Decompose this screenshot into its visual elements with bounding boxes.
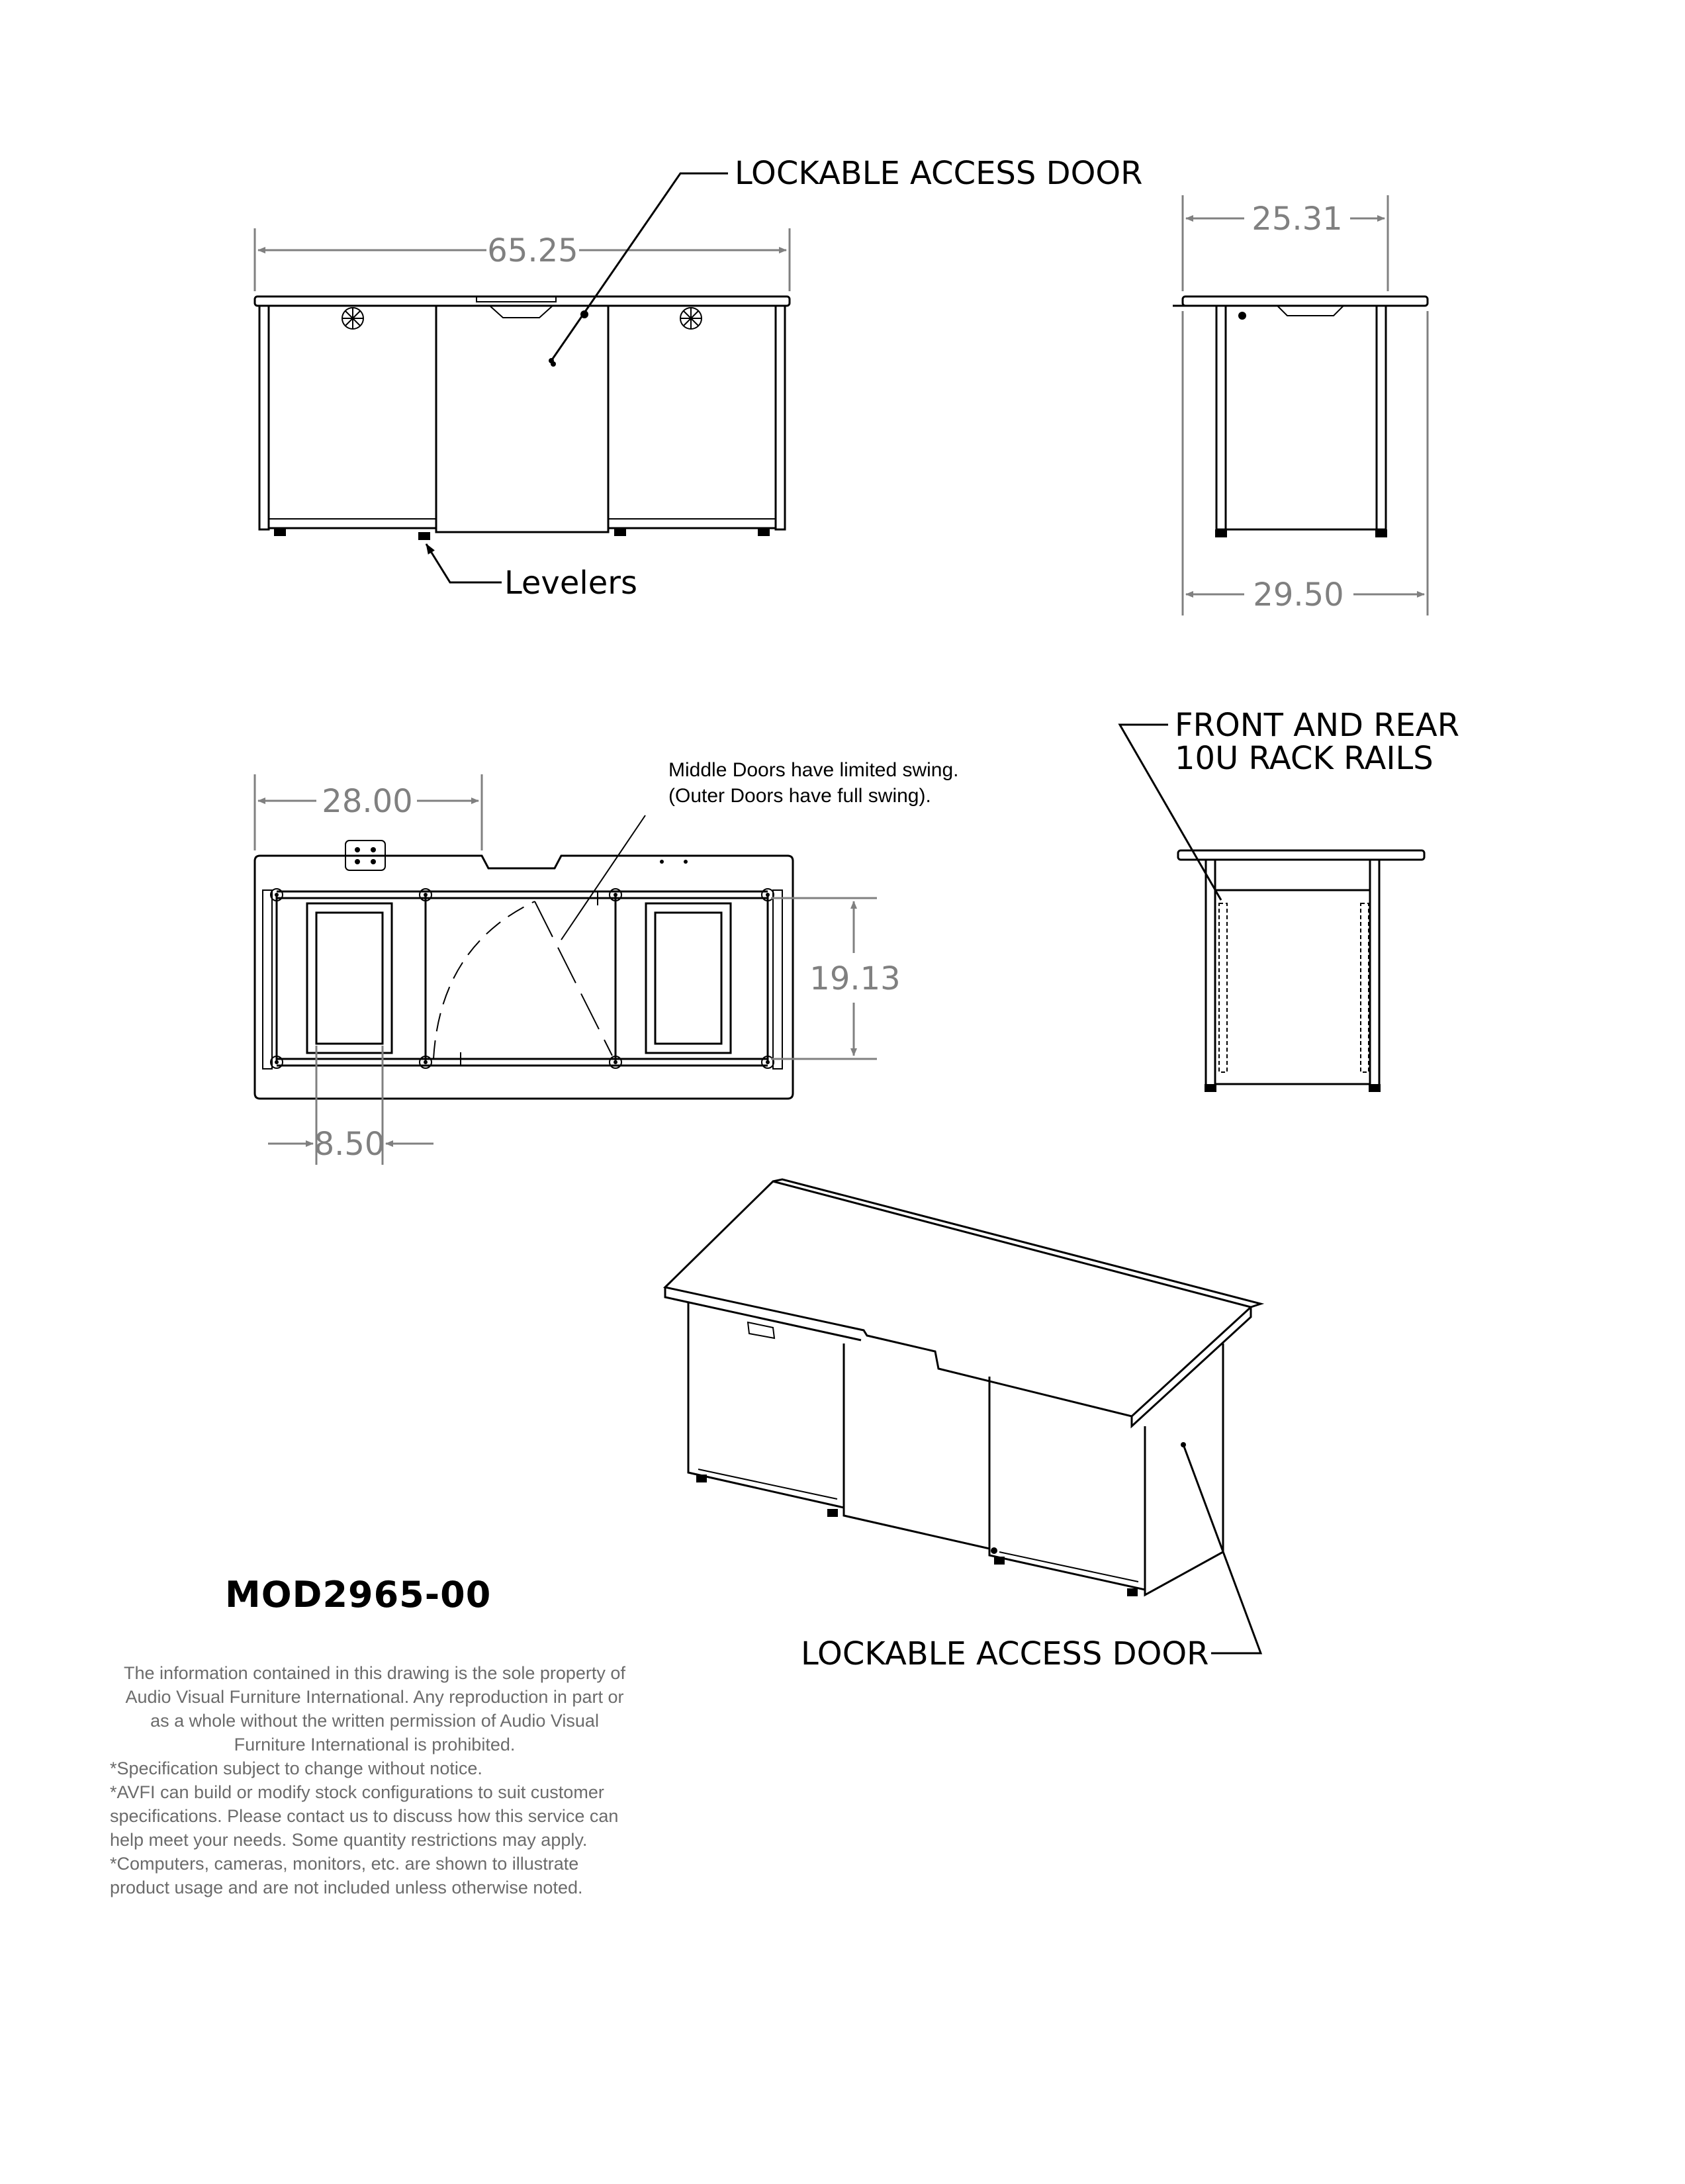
grommet-icon (342, 308, 363, 329)
rear-rack-rail (1361, 903, 1369, 1072)
plan-door-swing-line (535, 901, 612, 1056)
iso-left-door (688, 1302, 844, 1508)
disclaimer-note: specifications. Please contact us to discuss how this service can (110, 1806, 619, 1826)
front-left-door (269, 306, 436, 528)
side-countertop (1183, 296, 1428, 306)
disclaimer-note: *Computers, cameras, monitors, etc. are shown to illustrate (110, 1854, 579, 1874)
front-right-door (608, 306, 776, 528)
plan-left-rack-opening (316, 913, 383, 1044)
rack-rail-section-view (1120, 707, 1459, 1092)
side-access-handle (1277, 306, 1343, 316)
iso-grommet-plate (748, 1322, 774, 1338)
leveler-foot (758, 528, 770, 536)
dim-overall-width: 65.25 (487, 232, 578, 269)
isometric-view (665, 1179, 1261, 1672)
disclaimer-note: *Specification subject to change without notice. (110, 1758, 482, 1778)
leveler-foot (1375, 529, 1387, 537)
leveler-foot (614, 528, 626, 536)
leveler-foot (274, 528, 286, 536)
front-rack-rail (1219, 903, 1227, 1072)
side-rear-leg (1377, 306, 1386, 529)
plan-view (255, 759, 959, 1165)
callout-rack-rails-line2: 10U RACK RAILS (1175, 740, 1434, 777)
swing-note-line1: Middle Doors have limited swing. (668, 759, 959, 781)
side-lock-icon (1238, 312, 1246, 320)
iso-base-rail (999, 1552, 1138, 1582)
front-middle-door (436, 306, 608, 532)
leveler-foot (696, 1475, 707, 1482)
leveler-foot (1205, 1084, 1216, 1092)
plan-right-rack-opening (655, 913, 721, 1044)
callout-lockable-access-door-iso: LOCKABLE ACCESS DOOR (801, 1635, 1209, 1672)
callout-rack-rails-line1: FRONT AND REAR (1175, 707, 1460, 744)
front-access-handle (490, 306, 553, 318)
plan-caster-icons (271, 889, 774, 1068)
front-right-leg (776, 306, 785, 529)
swing-note-leader (561, 815, 645, 940)
disclaimer-line: Furniture International is prohibited. (234, 1735, 516, 1754)
side-elevation-view (1173, 195, 1428, 615)
plan-right-side-panel (773, 890, 782, 1069)
iso-side-panel (1145, 1343, 1223, 1595)
leveler-foot (1127, 1588, 1138, 1596)
dim-plan-bay-width: 8.50 (314, 1126, 385, 1163)
callout-dot (549, 358, 554, 363)
iso-middle-door (844, 1343, 989, 1549)
iso-countertop-top (665, 1181, 1251, 1416)
leveler-foot (1215, 529, 1227, 537)
disclaimer-line: The information contained in this drawing is the sole property of (124, 1663, 625, 1683)
callout-lockable-access-door: LOCKABLE ACCESS DOOR (735, 155, 1143, 192)
plan-right-rack-bay (646, 903, 731, 1053)
leveler-foot (827, 1509, 838, 1517)
disclaimer-note: *AVFI can build or modify stock configurations to suit customer (110, 1782, 604, 1802)
disclaimer-note: help meet your needs. Some quantity restrictions may apply. (110, 1830, 588, 1850)
swing-note-line2: (Outer Doors have full swing). (668, 785, 931, 807)
front-left-leg (259, 306, 269, 529)
side-front-leg (1216, 306, 1226, 529)
dim-side-top-depth: 25.31 (1252, 201, 1343, 238)
plan-left-side-panel (263, 890, 272, 1069)
iso-countertop-back (773, 1179, 1261, 1307)
iso-base-rail (698, 1469, 837, 1499)
disclaimer-line: Audio Visual Furniture International. Any reproduction in part or (125, 1687, 624, 1707)
levelers-leader-line (426, 544, 502, 582)
iso-countertop-edge (665, 1287, 1251, 1426)
plan-screw-icon (684, 860, 688, 864)
dim-plan-depth: 19.13 (809, 960, 901, 997)
iso-right-door (989, 1377, 1145, 1590)
grommet-icon (680, 308, 702, 329)
leveler-foot (418, 532, 430, 540)
front-elevation-view (255, 155, 1142, 602)
disclaimer-block (110, 1661, 639, 1899)
plan-left-rack-bay (307, 903, 392, 1053)
leveler-foot (1369, 1084, 1381, 1092)
dim-plan-left-width: 28.00 (322, 783, 413, 820)
disclaimer-line: as a whole without the written permission of Audio Visual (150, 1711, 599, 1731)
callout-levelers: Levelers (504, 565, 637, 602)
iso-lock-icon (991, 1547, 997, 1554)
disclaimer-note: product usage and are not included unless otherwise noted. (110, 1878, 583, 1897)
leveler-foot (994, 1557, 1005, 1565)
plan-screw-icon (660, 860, 664, 864)
section-countertop (1178, 850, 1424, 860)
model-number: MOD2965-00 (225, 1574, 492, 1615)
dim-side-bottom-depth: 29.50 (1253, 576, 1344, 614)
plan-door-swing-arc (433, 901, 535, 1059)
